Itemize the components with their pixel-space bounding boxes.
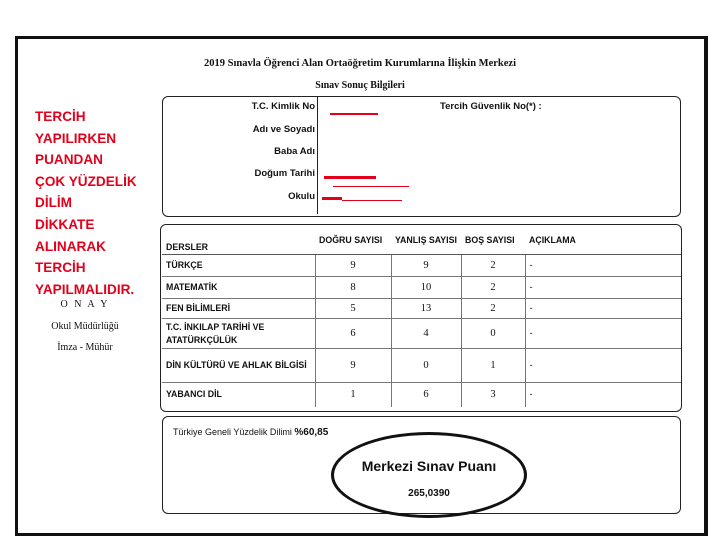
- grades-table: [162, 226, 681, 407]
- percentile-value: %60,85: [294, 427, 329, 438]
- percentile: [173, 427, 328, 438]
- table-row: [162, 349, 681, 383]
- blank-count: 3: [461, 383, 525, 407]
- note-cell: -: [525, 319, 681, 349]
- col-header-correct: DOĞRU SAYISI: [315, 226, 391, 255]
- document-subtitle: Sınav Sonuç Bilgileri: [315, 80, 405, 91]
- document-title: 2019 Sınavla Öğrenci Alan Ortaöğretim Kurumlarına İlişkin Merkezi: [204, 58, 516, 69]
- red-warning-note: [35, 106, 150, 300]
- name-label: Adı ve Soyadı: [252, 124, 315, 135]
- blank-count: 2: [461, 277, 525, 299]
- col-header-blank: BOŞ SAYISI: [461, 226, 525, 255]
- note-line: ALINARAK: [35, 238, 106, 254]
- blank-count: 1: [461, 349, 525, 383]
- note-cell: -: [525, 255, 681, 277]
- redaction-mark: [322, 197, 342, 200]
- highlight-oval: [331, 432, 527, 518]
- note-line: DİKKATE: [35, 216, 95, 232]
- wrong-count: 9: [391, 255, 461, 277]
- redaction-mark: [333, 186, 409, 187]
- wrong-count: 13: [391, 299, 461, 319]
- table-row: [162, 299, 681, 319]
- school-label: Okulu: [288, 191, 315, 202]
- birth-label: Doğum Tarihi: [254, 168, 315, 179]
- note-cell: -: [525, 349, 681, 383]
- col-header-note: AÇIKLAMA: [525, 226, 681, 255]
- blank-count: 2: [461, 255, 525, 277]
- wrong-count: 10: [391, 277, 461, 299]
- note-line: ÇOK YÜZDELİK: [35, 173, 137, 189]
- correct-count: 1: [315, 383, 391, 407]
- approval-director: Okul Müdürlüğü: [51, 321, 119, 332]
- note-line: TERCİH: [35, 109, 86, 124]
- note-line: YAPILIRKEN: [35, 130, 117, 146]
- note-line: PUANDAN: [35, 152, 103, 168]
- subject-name: MATEMATİK: [162, 277, 315, 299]
- col-header-wrong: YANLIŞ SAYISI: [391, 226, 461, 255]
- grades-header-row: [162, 226, 681, 255]
- correct-count: 6: [315, 319, 391, 349]
- redaction-mark: [342, 200, 402, 201]
- score-value: 265,0390: [408, 488, 450, 499]
- score-title: Merkezi Sınav Puanı: [361, 458, 497, 474]
- subject-name: YABANCI DİL: [162, 383, 315, 407]
- approval-onay: O N A Y: [60, 299, 110, 310]
- percentile-label: Türkiye Geneli Yüzdelik Dilimi: [173, 427, 292, 437]
- subject-name: TÜRKÇE: [162, 255, 315, 277]
- blank-count: 2: [461, 299, 525, 319]
- subject-name: T.C. İNKILAP TARİHİ VE ATATÜRKÇÜLÜK: [162, 319, 315, 349]
- wrong-count: 6: [391, 383, 461, 407]
- note-cell: -: [525, 383, 681, 407]
- approval-sign: İmza - Mühür: [57, 342, 113, 353]
- note-line: DİLİM: [35, 195, 72, 211]
- note-line: TERCİH: [35, 260, 86, 276]
- correct-count: 9: [315, 255, 391, 277]
- info-divider: [317, 97, 318, 214]
- wrong-count: 4: [391, 319, 461, 349]
- correct-count: 8: [315, 277, 391, 299]
- tc-label: T.C. Kimlik No: [251, 101, 315, 112]
- subject-name: DİN KÜLTÜRÜ VE AHLAK BİLGİSİ: [162, 349, 315, 383]
- security-label: Tercih Güvenlik No(*) :: [440, 101, 542, 112]
- redaction-mark: [324, 176, 376, 179]
- table-row: [162, 319, 681, 349]
- table-row: [162, 383, 681, 407]
- subject-name: FEN BİLİMLERİ: [162, 299, 315, 319]
- col-header-subject: DERSLER: [162, 226, 315, 255]
- wrong-count: 0: [391, 349, 461, 383]
- redaction-mark: [330, 113, 378, 115]
- correct-count: 5: [315, 299, 391, 319]
- note-cell: -: [525, 299, 681, 319]
- table-row: [162, 277, 681, 299]
- note-line: YAPILMALIDIR.: [35, 281, 135, 297]
- table-row: [162, 255, 681, 277]
- father-label: Baba Adı: [274, 146, 315, 157]
- note-cell: -: [525, 277, 681, 299]
- blank-count: 0: [461, 319, 525, 349]
- correct-count: 9: [315, 349, 391, 383]
